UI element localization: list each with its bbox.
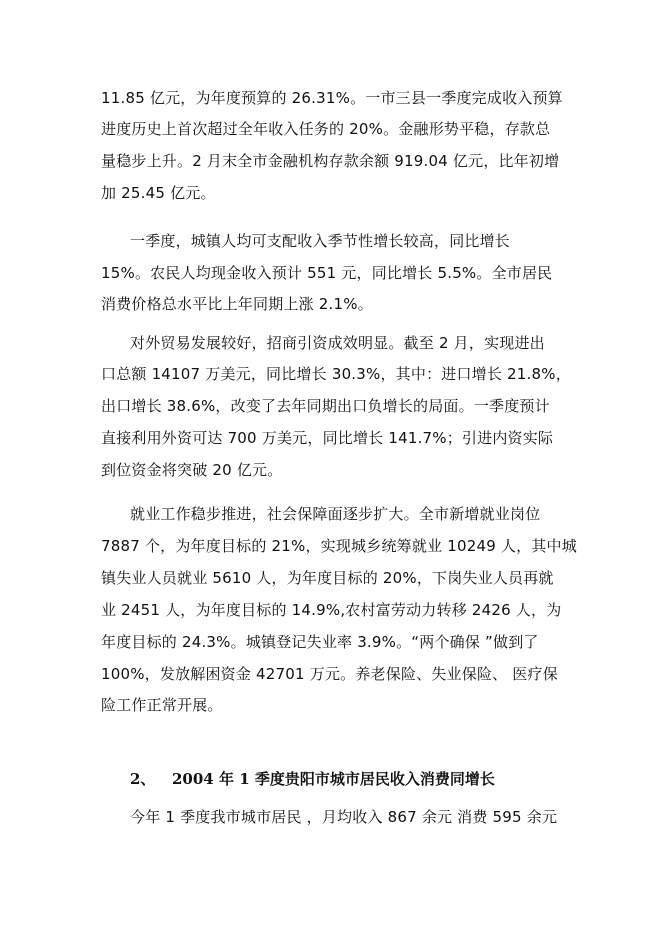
paragraph-4-line-7: 险工作正常开展。 bbox=[101, 696, 223, 714]
paragraph-4-line-6: 100%，发放解困资金 42701 万元。养老保险、失业保险、 医疗保 bbox=[101, 665, 558, 683]
paragraph-3-line-4: 直接利用外资可达 700 万美元，同比增长 141.7%；引进内资实际 bbox=[101, 429, 554, 447]
paragraph-2-line-3: 消费价格总水平比上年同期上涨 2.1%。 bbox=[101, 295, 373, 313]
paragraph-4-line-2: 7887 个，为年度目标的 21%，实现城乡统筹就业 10249 人，其中城 bbox=[101, 537, 577, 555]
paragraph-1-line-3: 量稳步上升。2 月末全市金融机构存款余额 919.04 亿元，比年初增 bbox=[101, 152, 560, 170]
section-heading bbox=[130, 769, 495, 789]
paragraph-2-line-1: 一季度，城镇人均可支配收入季节性增长较高，同比增长 bbox=[130, 232, 511, 250]
paragraph-3-line-2: 口总额 14107 万美元，同比增长 30.3%，其中：进口增长 21.8%， bbox=[101, 365, 571, 383]
paragraph-3-line-1: 对外贸易发展较好，招商引资成效明显。截至 2 月，实现进出 bbox=[130, 334, 545, 352]
section-number: 2、 bbox=[130, 770, 156, 788]
paragraph-4-line-3: 镇失业人员就业 5610 人，为年度目标的 20%，下岗失业人员再就 bbox=[101, 569, 554, 587]
paragraph-4-line-5: 年度目标的 24.3%。城镇登记失业率 3.9%。“两个确保 ”做到了 bbox=[101, 633, 539, 651]
paragraph-3-line-5: 到位资金将突破 20 亿元。 bbox=[101, 461, 283, 479]
paragraph-5-line-1: 今年 1 季度我市城市居民 ，月均收入 867 余元 消费 595 余元 bbox=[130, 808, 558, 826]
paragraph-3-line-3: 出口增长 38.6%，改变了去年同期出口负增长的局面。一季度预计 bbox=[101, 397, 550, 415]
paragraph-1-line-2: 进度历史上首次超过全年收入任务的 20%。金融形势平稳，存款总 bbox=[101, 120, 551, 138]
section-title: 2004 年 1 季度贵阳市城市居民收入消费同增长 bbox=[172, 770, 495, 788]
paragraph-2-line-2: 15%。农民人均现金收入预计 551 元，同比增长 5.5%。全市居民 bbox=[101, 264, 553, 282]
paragraph-1-line-4: 加 25.45 亿元。 bbox=[101, 184, 216, 202]
paragraph-4-line-1: 就业工作稳步推进，社会保障面逐步扩大。全市新增就业岗位 bbox=[130, 505, 541, 523]
paragraph-1-line-1: 11.85 亿元，为年度预算的 26.31%。一市三县一季度完成收入预算 bbox=[101, 89, 563, 107]
paragraph-4-line-4: 业 2451 人，为年度目标的 14.9%,农村富劳动力转移 2426 人，为 bbox=[101, 601, 562, 619]
